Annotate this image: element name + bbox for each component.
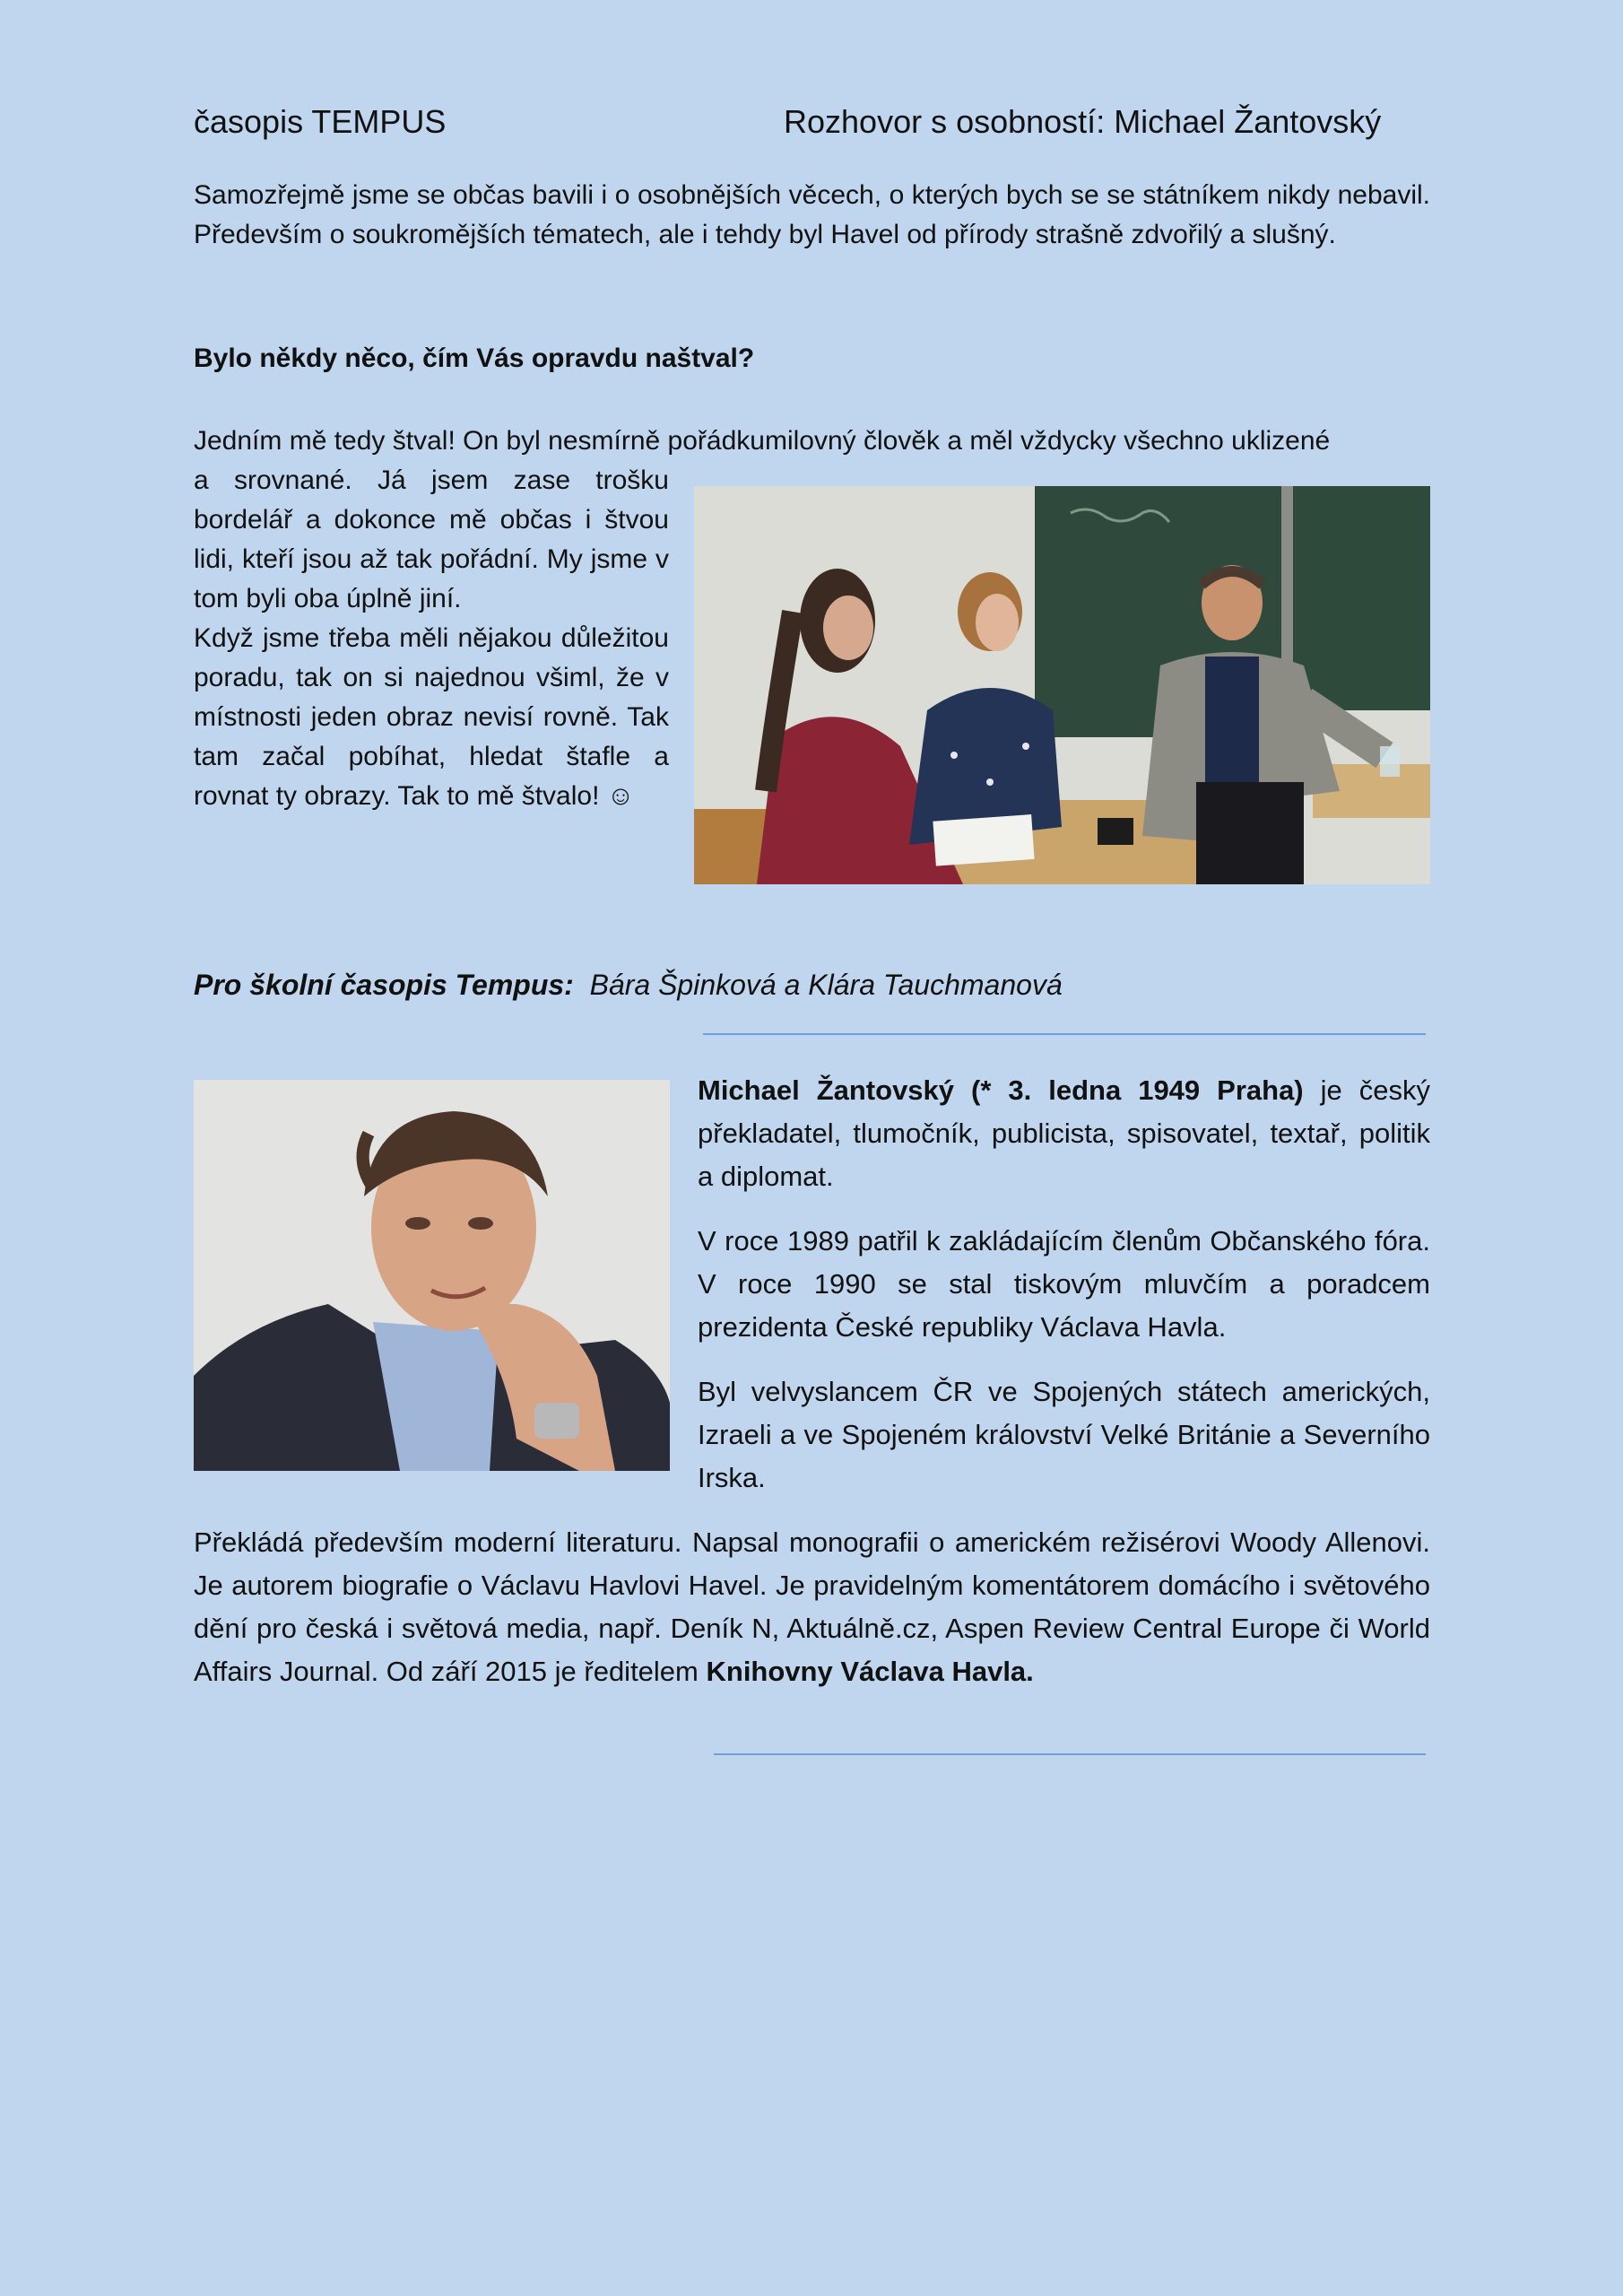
interview-scene-photo — [694, 486, 1430, 884]
bio-paragraph-text: Překládá především moderní literaturu. Napsal monografii o americkém režisérovi Woody Allenovi. Je autorem biografie o Václavu Havlovi Havel. Je pravidelným komentátorem domácího i světového dění pro česká i světová media, např. Deník N, Aktuálně.cz, Aspen Review Central Europe či World Affairs Journal. Od září 2015 je ředitelem — [194, 1526, 1430, 1687]
divider-line — [703, 1033, 1426, 1035]
answer-part-2: Když jsme třeba měli nějakou důležitou poradu, tak on si najednou všiml, že v místnosti jeden obraz nevisí rovně. Tak tam začal pobíhat, hledat štafle a rovnat ty obrazy. Tak to mě štvalo! ☺ — [194, 623, 669, 811]
answer-column — [194, 461, 669, 816]
credit-authors: Bára Špinková a Klára Tauchmanová — [589, 969, 1063, 1001]
interview-question: Bylo někdy něco, čím Vás opravdu naštval? — [194, 344, 755, 373]
library-name: Knihovny Václava Havla. — [706, 1656, 1034, 1687]
answer-first-line: Jedním mě tedy štval! On byl nesmírně pořádkumilovný člověk a měl vždycky všechno uklizené — [194, 426, 1331, 456]
section-title: Rozhovor s osobností: Michael Žantovský — [784, 103, 1382, 140]
credit-line — [194, 965, 1063, 1004]
magazine-name: časopis TEMPUS — [194, 103, 447, 140]
bio-intro-rest: je český překladatel, tlumočník, publicista, spisovatel, textař, politik a diplomat. — [698, 1074, 1430, 1192]
interview-paragraph: Samozřejmě jsme se občas bavili i o osobnějších věcech, o kterých bych se se státníkem nikdy nebavil. Především o soukromějších tématech, ale i tehdy byl Havel od přírody strašně zdvořilý a slušný. — [194, 180, 1430, 249]
divider-line — [714, 1753, 1426, 1755]
portrait-photo — [194, 1080, 670, 1471]
bio-intro — [698, 1069, 1430, 1198]
bio-paragraph: Byl velvyslancem ČR ve Spojených státech amerických, Izraeli a ve Spojeném království Velké Británie a Severního Irska. — [698, 1376, 1430, 1493]
answer-part-1: a srovnané. Já jsem zase trošku bordelář a dokonce mě občas i štvou lidi, kteří jsou až tak pořádní. My jsme v tom byli oba úplně jiní. — [194, 465, 669, 613]
credit-label: Pro školní časopis Tempus: — [194, 969, 574, 1001]
bio-name: Michael Žantovský (* 3. ledna 1949 Praha) — [698, 1074, 1304, 1106]
bio-paragraph — [194, 1521, 1430, 1693]
bio-paragraph: V roce 1989 patřil k zakládajícím členům Občanského fóra. V roce 1990 se stal tiskovým mluvčím a poradcem prezidenta České republiky Václava Havla. — [698, 1225, 1430, 1343]
